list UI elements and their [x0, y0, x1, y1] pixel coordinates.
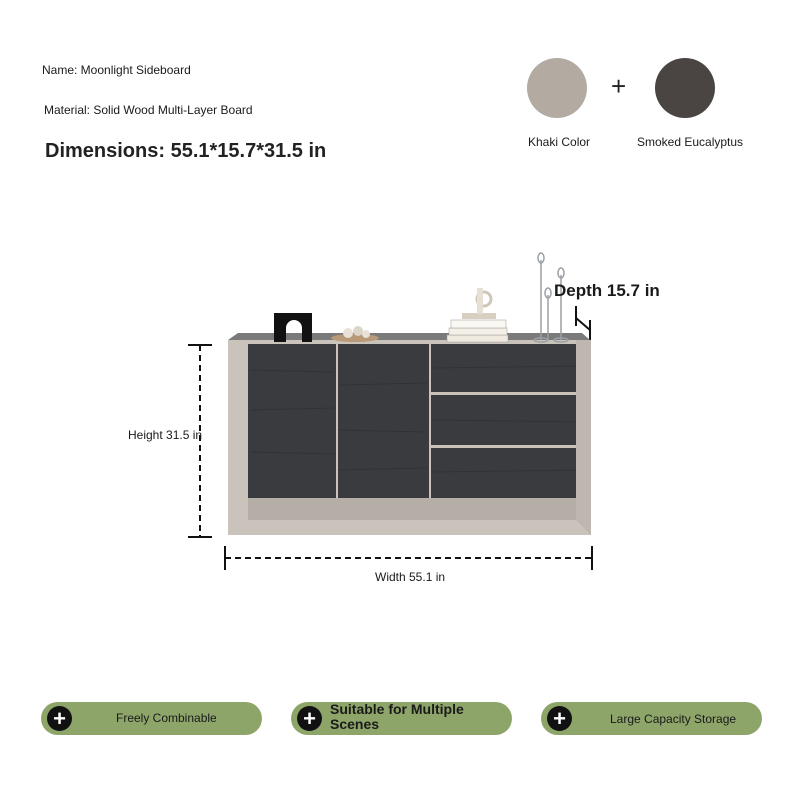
feature-pill-large-capacity [541, 702, 762, 735]
sideboard-cabinet [228, 333, 591, 535]
product-name: Name: Moonlight Sideboard [42, 63, 191, 77]
plus-circle-icon: + [47, 706, 72, 731]
width-label: Width 55.1 in [375, 570, 446, 584]
product-dimensions: Dimensions: 55.1*15.7*31.5 in [45, 140, 327, 162]
feature-label: Large Capacity Storage [610, 712, 737, 726]
product-material: Material: Solid Wood Multi-Layer Board [44, 103, 253, 117]
plus-circle-icon: + [547, 706, 572, 731]
feature-label: Suitable for Multiple Scenes [330, 701, 464, 732]
cabinet-door-right [338, 344, 429, 498]
cabinet-door-left [248, 344, 336, 498]
color-label-khaki: Khaki Color [528, 135, 591, 149]
height-label: Height 31.5 in [128, 428, 203, 442]
decor-books [447, 288, 508, 342]
plus-icon: + [611, 71, 627, 101]
feature-pill-multiple-scenes [291, 702, 512, 735]
color-label-smoked-eucalyptus: Smoked Eucalyptus [637, 135, 744, 149]
feature-pill-freely-combinable [41, 702, 262, 735]
feature-label: Freely Combinable [116, 711, 217, 725]
depth-label: Depth 15.7 in [554, 281, 660, 300]
width-dimension-line [225, 546, 592, 570]
drawer-bottom [431, 448, 587, 498]
plus-circle-icon: + [297, 706, 322, 731]
